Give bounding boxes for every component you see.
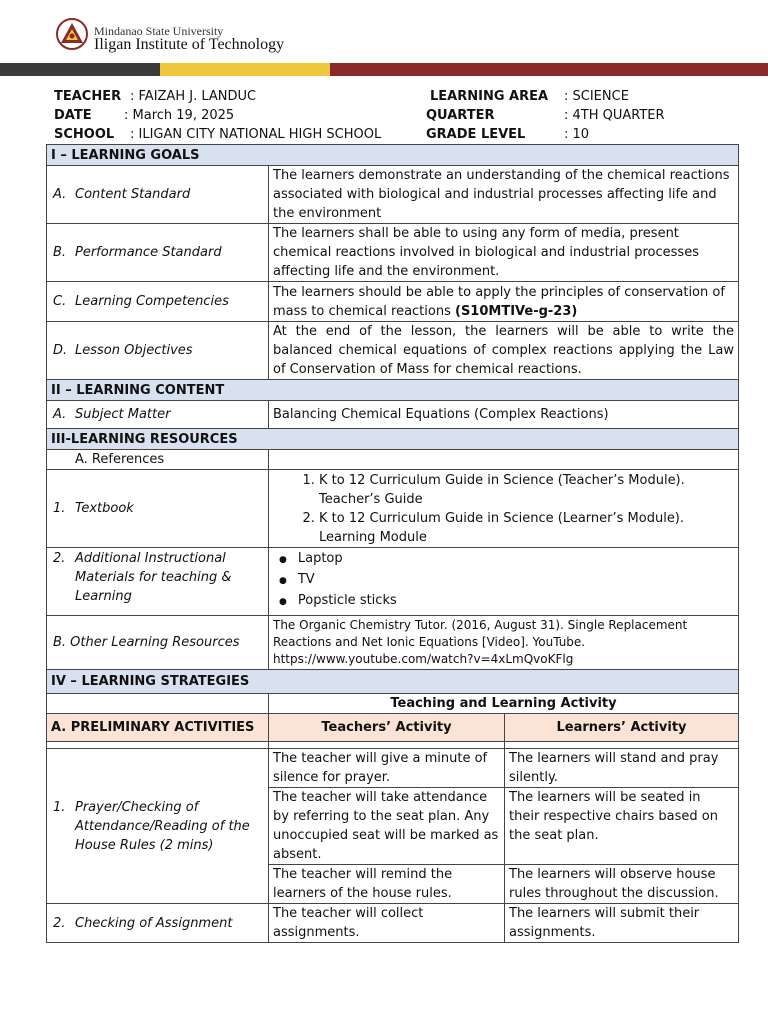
textbook-item: 2. K to 12 Curriculum Guide in Science (Learner’s Module). Learning Module bbox=[319, 509, 734, 547]
school-label: SCHOOL bbox=[54, 127, 115, 142]
date-label: DATE bbox=[54, 108, 92, 123]
textbook-item: 1. K to 12 Curriculum Guide in Science (Teacher’s Module). Teacher’s Guide bbox=[319, 471, 734, 509]
grade-level-label: GRADE LEVEL bbox=[426, 127, 526, 142]
subject-matter-label: A. Subject Matter bbox=[47, 401, 269, 429]
competency-code: (S10MTIVe-g-23) bbox=[455, 303, 578, 319]
other-resources-label: B. Other Learning Resources bbox=[47, 616, 269, 670]
quarter-value: : 4TH QUARTER bbox=[564, 108, 665, 123]
checking-assignment-label: 2. Checking of Assignment bbox=[47, 904, 269, 943]
section-learning-strategies: IV – LEARNING STRATEGIES bbox=[47, 670, 739, 694]
section-learning-resources: III-LEARNING RESOURCES bbox=[47, 429, 739, 450]
learner-activity-cell: The learners will submit their assignments. bbox=[505, 904, 739, 943]
quarter-label: QUARTER bbox=[426, 108, 495, 123]
teacher-activity-cell: The teacher will collect assignments. bbox=[269, 904, 505, 943]
teacher-label: TEACHER bbox=[54, 89, 122, 104]
textbook-list bbox=[269, 470, 739, 548]
content-standard-text: The learners demonstrate an understanding of the chemical reactions associated with biological and industrial processes affecting life and the environment bbox=[269, 166, 739, 224]
learner-activity-cell: The learners will observe house rules throughout the discussion. bbox=[505, 865, 739, 904]
header-stripe-maroon bbox=[330, 63, 768, 76]
additional-materials-label: 2. Additional Instructional Materials for teaching & Learning bbox=[47, 548, 269, 616]
teacher-value: : FAIZAH J. LANDUC bbox=[130, 89, 257, 104]
learner-activity-cell: The learners will stand and pray silently. bbox=[505, 749, 739, 788]
school-value: : ILIGAN CITY NATIONAL HIGH SCHOOL bbox=[130, 127, 382, 142]
learning-competencies-text: The learners should be able to apply the principles of conservation of mass to chemical reactions (S10MTIVe-g-23) bbox=[269, 282, 739, 322]
performance-standard-label: B. Performance Standard bbox=[47, 224, 269, 282]
section-learning-content: II – LEARNING CONTENT bbox=[47, 380, 739, 401]
lesson-plan-table bbox=[46, 144, 739, 943]
header-stripe-gold bbox=[160, 63, 330, 76]
teacher-activity-cell: The teacher will give a minute of silence for prayer. bbox=[269, 749, 505, 788]
material-item: ● TV bbox=[299, 570, 734, 591]
learner-activity-cell: The learners will be seated in their respective chairs based on the seat plan. bbox=[505, 788, 739, 865]
teaching-learning-activity-heading: Teaching and Learning Activity bbox=[269, 694, 739, 714]
learning-competencies-label: C. Learning Competencies bbox=[47, 282, 269, 322]
learning-area-label: LEARNING AREA bbox=[430, 89, 549, 104]
header-stripe-dark bbox=[0, 63, 160, 76]
preliminary-activities-label: A. PRELIMINARY ACTIVITIES bbox=[47, 714, 269, 742]
learners-activity-header: Learners’ Activity bbox=[505, 714, 739, 742]
other-resources-text: The Organic Chemistry Tutor. (2016, August 31). Single Replacement Reactions and Net Ionic Equations [Video]. YouTube. https://www.youtube.com/watch?v=4xLmQvoKFlg bbox=[269, 616, 739, 670]
subject-matter-text: Balancing Chemical Equations (Complex Reactions) bbox=[269, 401, 739, 429]
prayer-attendance-label: 1. Prayer/Checking of Attendance/Reading of the House Rules (2 mins) bbox=[47, 749, 269, 904]
materials-list bbox=[269, 548, 739, 616]
performance-standard-text: The learners shall be able to using any form of media, present chemical reactions involved in biological and industrial processes affecting life and the environment. bbox=[269, 224, 739, 282]
content-standard-label: A. Content Standard bbox=[47, 166, 269, 224]
textbook-label: 1. Textbook bbox=[47, 470, 269, 548]
teacher-activity-cell: The teacher will remind the learners of the house rules. bbox=[269, 865, 505, 904]
msu-iit-seal-icon bbox=[56, 18, 88, 50]
learning-area-value: : SCIENCE bbox=[564, 89, 629, 104]
teachers-activity-header: Teachers’ Activity bbox=[269, 714, 505, 742]
references-label: A. References bbox=[47, 450, 269, 470]
university-name: Mindanao State University bbox=[94, 24, 224, 38]
lesson-objectives-text: At the end of the lesson, the learners will be able to write the balanced chemical equations of complex reactions applying the Law of Conservation of Mass for chemical reactions. bbox=[269, 322, 739, 380]
section-learning-goals: I – LEARNING GOALS bbox=[47, 145, 739, 166]
date-value: : March 19, 2025 bbox=[124, 108, 235, 123]
material-item: ● Popsticle sticks bbox=[299, 591, 734, 612]
grade-level-value: : 10 bbox=[564, 127, 590, 142]
institute-name: Iligan Institute of Technology bbox=[94, 36, 285, 53]
material-item: ● Laptop bbox=[299, 549, 734, 570]
teacher-activity-cell: The teacher will take attendance by referring to the seat plan. Any unoccupied seat will be marked as absent. bbox=[269, 788, 505, 865]
lesson-objectives-label: D. Lesson Objectives bbox=[47, 322, 269, 380]
